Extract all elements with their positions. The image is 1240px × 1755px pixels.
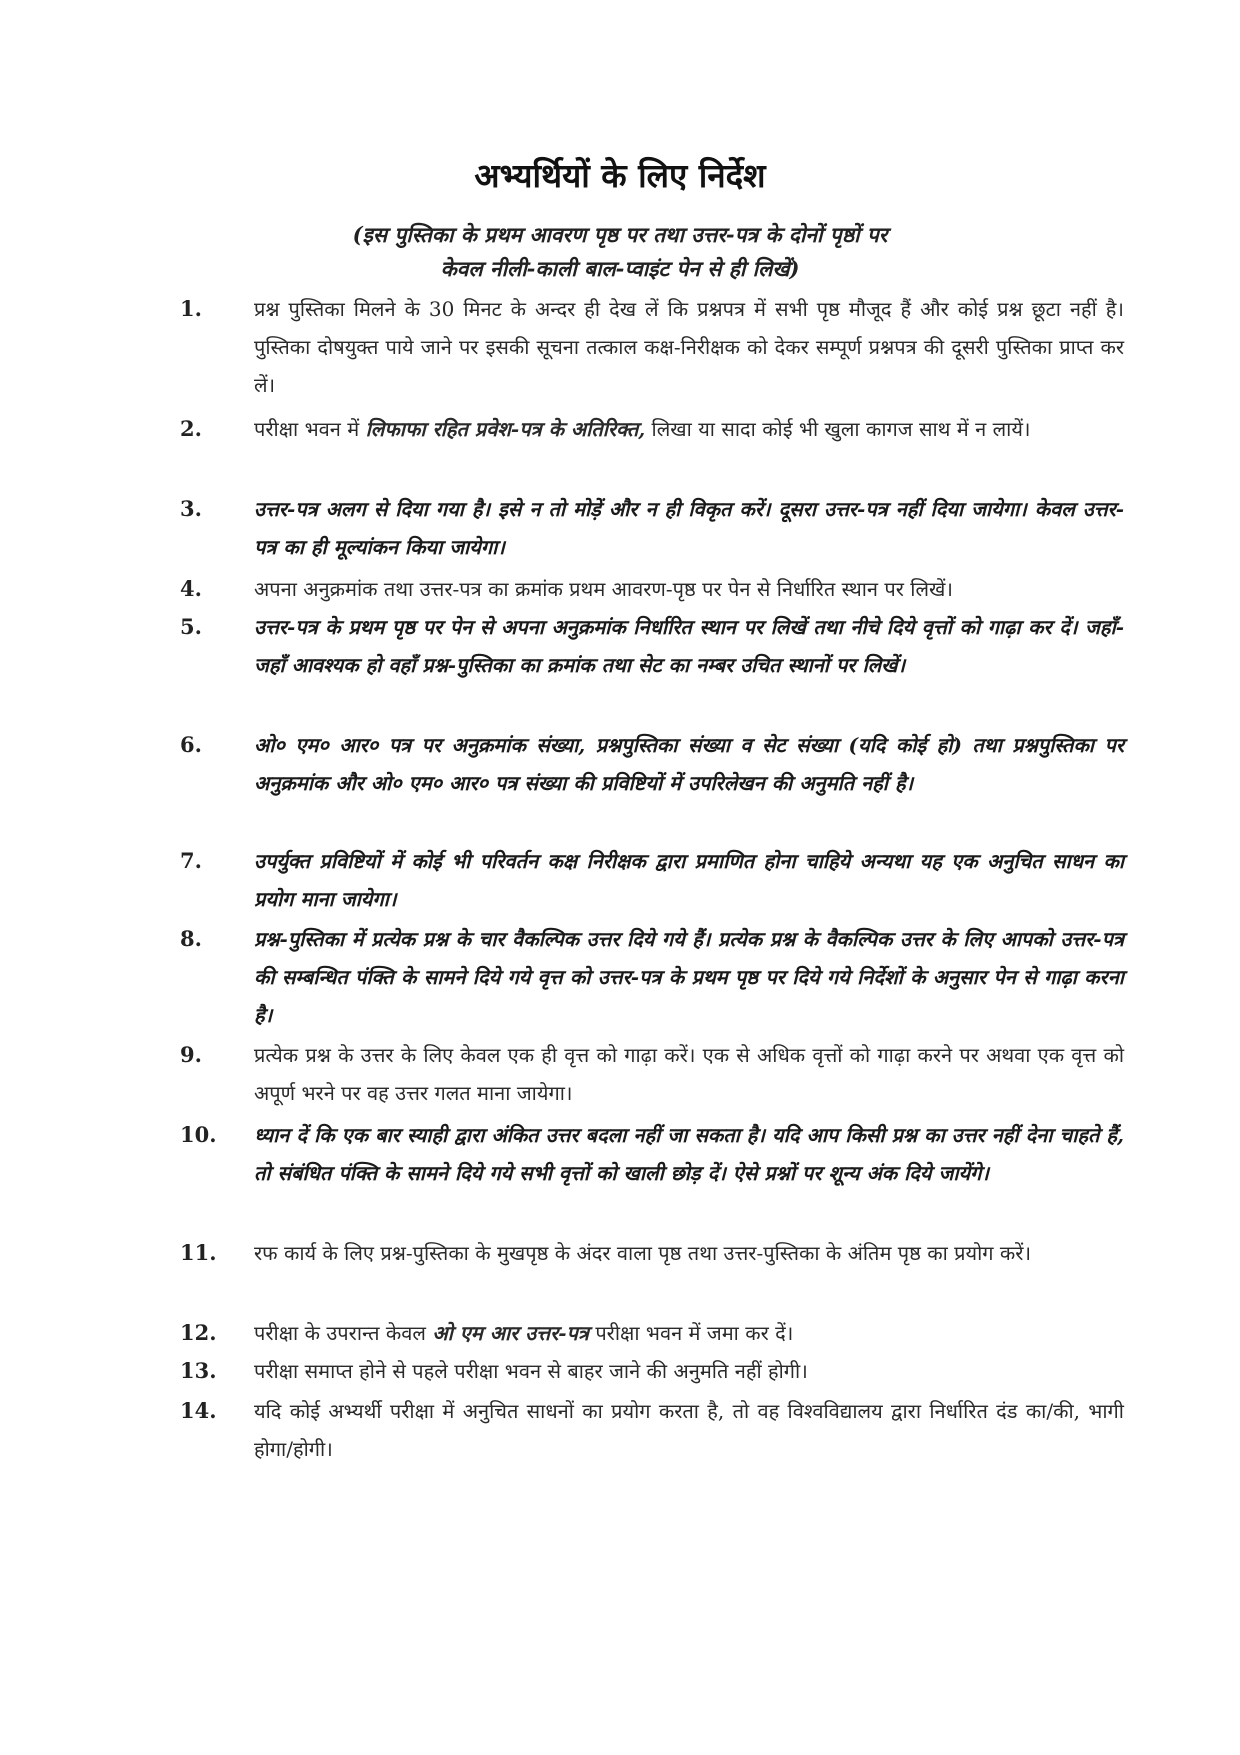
page-title: अभ्यर्थियों के लिए निर्देश (474, 156, 766, 195)
item-text: ध्यान दें कि एक बार स्याही द्वारा अंकित उत्तर बदला नहीं जा सकता है। यदि आप किसी प्रश्न का उत्तर नहीं देना चाहते हैं, तो संबंधित पंक्ति के सामने दिये गये सभी वृत्तों को खाली छोड़ दें। ऐसे प्रश्नों पर शून्य अंक दिये जायेंगे। (254, 1123, 1124, 1185)
item-text: प्रश्न पुस्तिका मिलने के 30 मिनट के अन्दर ही देख लें कि प्रश्नपत्र में सभी पृष्ठ मौजूद हैं और कोई प्रश्न छूटा नहीं है। पुस्तिका दोषयुक्त पाये जाने पर इसकी सूचना तत्काल कक्ष-निरीक्षक को देकर सम्पूर्ण प्रश्नपत्र की दूसरी पुस्तिका प्राप्त कर लें। (254, 297, 1124, 397)
item-number: 9. (180, 1042, 202, 1067)
item-text: ओ० एम० आर० पत्र पर अनुक्रमांक संख्या, प्रश्नपुस्तिका संख्या व सेट संख्या (यदि कोई हो) तथा प्रश्नपुस्तिका पर अनुक्रमांक और ओ० एम० आर० पत्र संख्या की प्रविष्टियों में उपरिलेखन की अनुमति नहीं है। (254, 733, 1124, 795)
item-text-plain: परीक्षा भवन में (254, 417, 366, 441)
subtitle-line-1: (इस पुस्तिका के प्रथम आवरण पृष्ठ पर तथा उत्तर-पत्र के दोनों पृष्ठों पर (352, 222, 888, 247)
item-number: 8. (180, 926, 202, 951)
item-text: अपना अनुक्रमांक तथा उत्तर-पत्र का क्रमांक प्रथम आवरण-पृष्ठ पर पेन से निर्धारित स्थान पर लिखें। (254, 577, 953, 601)
item-text-plain: परीक्षा के उपरान्त केवल (254, 1321, 433, 1345)
item-text: उपर्युक्त प्रविष्टियों में कोई भी परिवर्तन कक्ष निरीक्षक द्वारा प्रमाणित होना चाहिये अन्यथा यह एक अनुचित साधन का प्रयोग माना जायेगा। (254, 849, 1124, 911)
item-text: रफ कार्य के लिए प्रश्न-पुस्तिका के मुखपृष्ठ के अंदर वाला पृष्ठ तथा उत्तर-पुस्तिका के अंतिम पृष्ठ का प्रयोग करें। (254, 1241, 1032, 1265)
item-text-emphasis: लिफाफा रहित प्रवेश-पत्र के अतिरिक्त, (365, 417, 646, 441)
item-text-emphasis: ओ एम आर उत्तर-पत्र (432, 1321, 589, 1345)
item-text: प्रश्न-पुस्तिका में प्रत्येक प्रश्न के चार वैकल्पिक उत्तर दिये गये हैं। प्रत्येक प्रश्न के वैकल्पिक उत्तर के लिए आपको उत्तर-पत्र की सम्बन्धित पंक्ति के सामने दिये गये वृत्त को उत्तर-पत्र के प्रथम पृष्ठ पर दिये गये निर्देशों के अनुसार पेन से गाढ़ा करना है। (254, 927, 1124, 1027)
item-number: 6. (180, 732, 202, 757)
item-text: परीक्षा समाप्त होने से पहले परीक्षा भवन से बाहर जाने की अनुमति नहीं होगी। (254, 1359, 808, 1383)
item-number: 14. (180, 1398, 217, 1423)
item-text-plain: लिखा या सादा कोई भी खुला कागज साथ में न लायें। (645, 417, 1031, 441)
item-number: 4. (180, 576, 202, 601)
item-number: 2. (180, 416, 202, 441)
item-number: 13. (180, 1358, 217, 1383)
item-text: प्रत्येक प्रश्न के उत्तर के लिए केवल एक ही वृत्त को गाढ़ा करें। एक से अधिक वृत्तों को गाढ़ा करने पर अथवा एक वृत्त को अपूर्ण भरने पर वह उत्तर गलत माना जायेगा। (254, 1043, 1124, 1105)
item-text: उत्तर-पत्र अलग से दिया गया है। इसे न तो मोड़ें और न ही विकृत करें। दूसरा उत्तर-पत्र नहीं दिया जायेगा। केवल उत्तर-पत्र का ही मूल्यांकन किया जायेगा। (254, 497, 1124, 559)
item-text (254, 1314, 1124, 1352)
item-number: 12. (180, 1320, 217, 1345)
item-text: यदि कोई अभ्यर्थी परीक्षा में अनुचित साधनों का प्रयोग करता है, तो वह विश्वविद्यालय द्वारा निर्धारित दंड का/की, भागी होगा/होगी। (254, 1399, 1124, 1461)
subtitle-line-2: केवल नीली-काली बाल-प्वाइंट पेन से ही लिखें) (440, 256, 800, 281)
item-number: 5. (180, 614, 202, 639)
item-number: 3. (180, 496, 202, 521)
item-number: 1. (180, 296, 202, 321)
item-text-plain: परीक्षा भवन में जमा कर दें। (588, 1321, 794, 1345)
item-number: 10. (180, 1122, 217, 1147)
item-number: 11. (180, 1240, 217, 1265)
item-number: 7. (180, 848, 202, 873)
item-text: उत्तर-पत्र के प्रथम पृष्ठ पर पेन से अपना अनुक्रमांक निर्धारित स्थान पर लिखें तथा नीचे दिये वृत्तों को गाढ़ा कर दें। जहाँ-जहाँ आवश्यक हो वहाँ प्रश्न-पुस्तिका का क्रमांक तथा सेट का नम्बर उचित स्थानों पर लिखें। (254, 615, 1124, 677)
item-text (254, 410, 1124, 448)
